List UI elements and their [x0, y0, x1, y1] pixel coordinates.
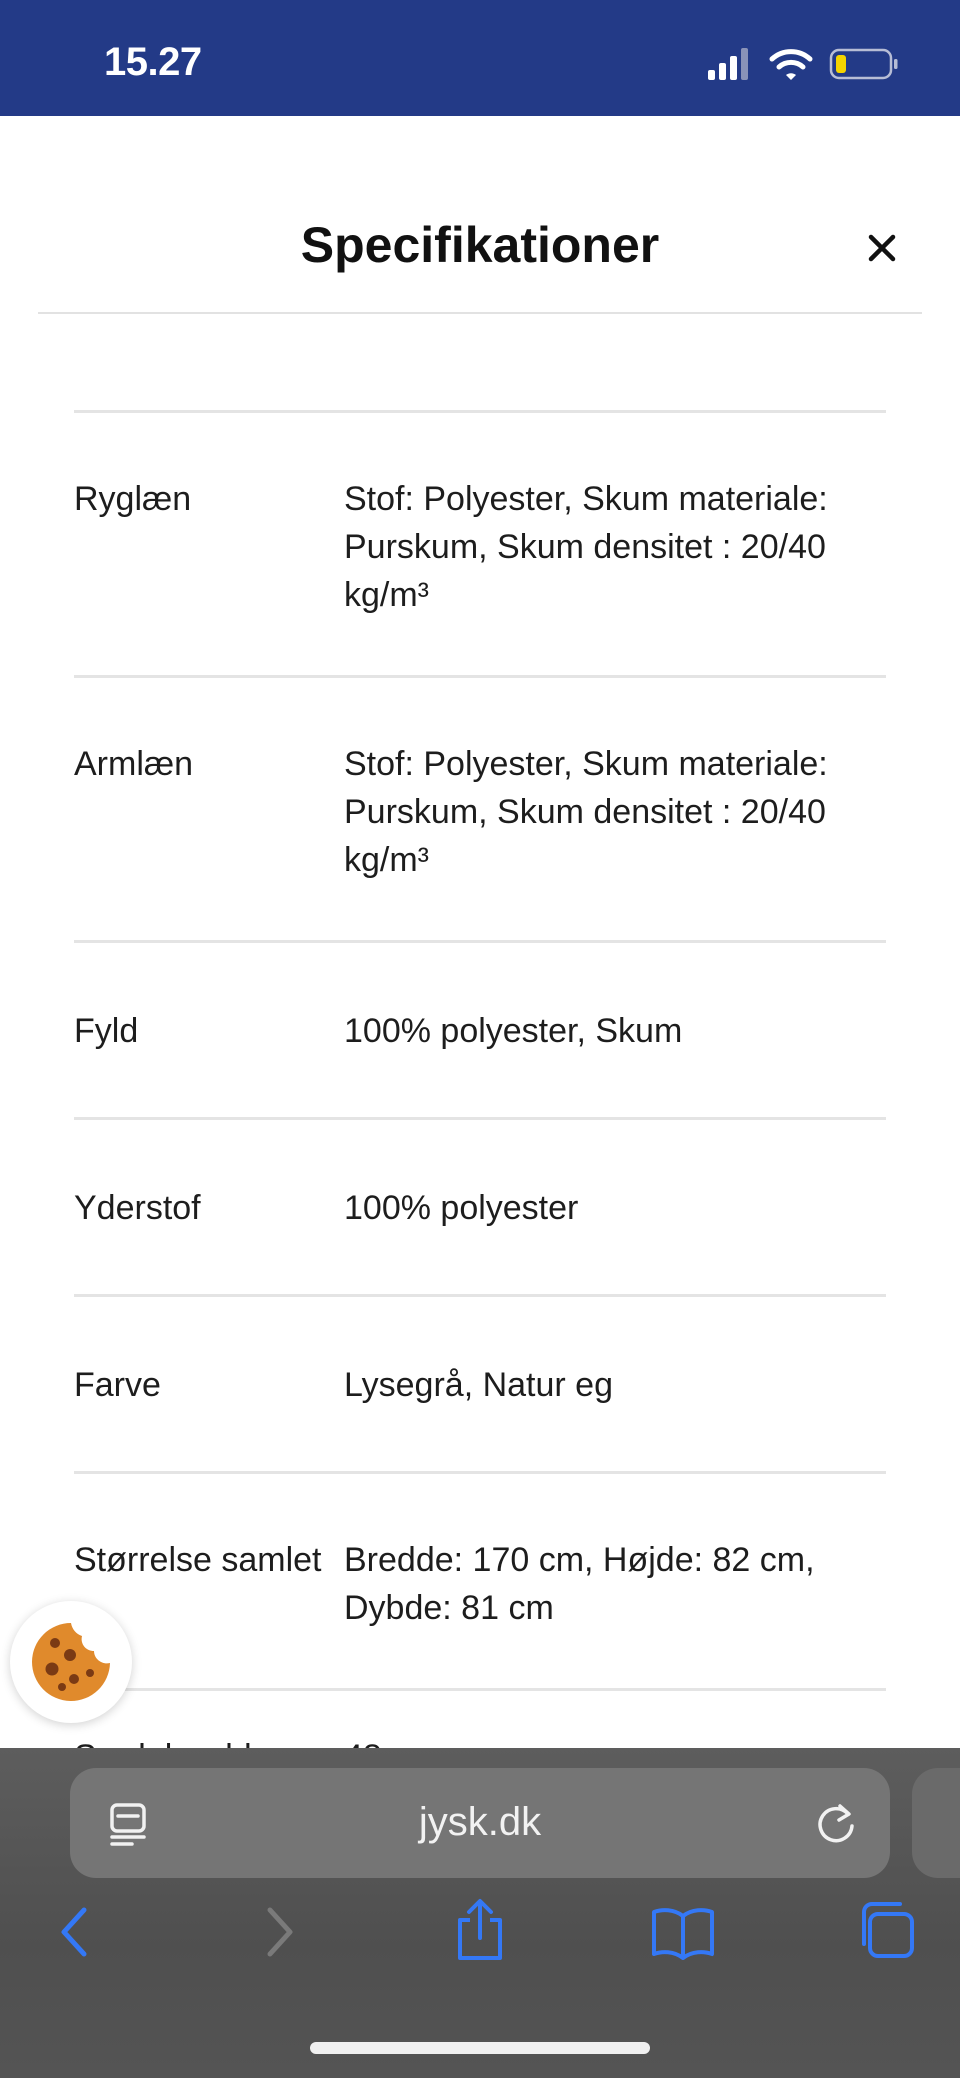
share-icon[interactable]	[452, 1898, 508, 1967]
spec-label: Yderstof	[74, 1189, 201, 1227]
browser-toolbar	[0, 1748, 960, 2078]
spec-divider	[74, 1688, 886, 1691]
back-icon[interactable]	[54, 1904, 94, 1965]
spec-row	[74, 678, 886, 940]
status-icons	[708, 46, 898, 82]
spec-value: Stof: Polyester, Skum materiale: Purskum, Skum densitet : 20/40 kg/m³	[344, 745, 828, 879]
spec-value: 100% polyester	[344, 1189, 579, 1227]
reload-icon[interactable]	[814, 1800, 858, 1851]
spec-value: 100% polyester, Skum	[344, 1012, 683, 1050]
cookie-settings-button[interactable]	[10, 1601, 132, 1723]
spec-label: Ryglæn	[74, 480, 192, 518]
spec-value: Stof: Polyester, Skum materiale: Purskum, Skum densitet : 20/40 kg/m³	[344, 480, 828, 614]
next-tab-pill[interactable]	[912, 1768, 960, 1878]
header-divider	[38, 312, 922, 314]
spec-row	[74, 1474, 886, 1688]
status-time: 15.27	[104, 40, 202, 84]
close-button[interactable]	[862, 228, 902, 268]
modal-title: Specifikationer	[300, 217, 660, 273]
modal-header	[0, 116, 960, 314]
spec-value: Lysegrå, Natur eg	[344, 1366, 613, 1404]
wifi-icon	[772, 52, 810, 80]
url-text: jysk.dk	[418, 1800, 542, 1844]
spec-label: Armlæn	[74, 745, 194, 783]
status-bar	[0, 0, 960, 116]
close-icon	[862, 228, 902, 268]
address-bar[interactable]	[70, 1768, 890, 1878]
spec-row	[74, 1120, 886, 1294]
spec-row	[74, 943, 886, 1117]
spec-label: Størrelse samlet	[74, 1541, 322, 1579]
cellular-signal-icon	[708, 48, 748, 80]
battery-icon	[831, 50, 898, 78]
cookie-icon	[28, 1619, 114, 1705]
spec-table	[74, 410, 886, 1691]
bookmarks-icon[interactable]	[650, 1904, 716, 1965]
spec-label: Fyld	[74, 1012, 139, 1050]
spec-row	[74, 413, 886, 675]
forward-icon[interactable]	[260, 1904, 300, 1965]
spec-row	[74, 1297, 886, 1471]
home-indicator	[310, 2042, 650, 2054]
tabs-icon[interactable]	[856, 1900, 916, 1965]
spec-value: Bredde: 170 cm, Højde: 82 cm, Dybde: 81 cm	[344, 1541, 815, 1627]
spec-label: Farve	[74, 1366, 161, 1404]
